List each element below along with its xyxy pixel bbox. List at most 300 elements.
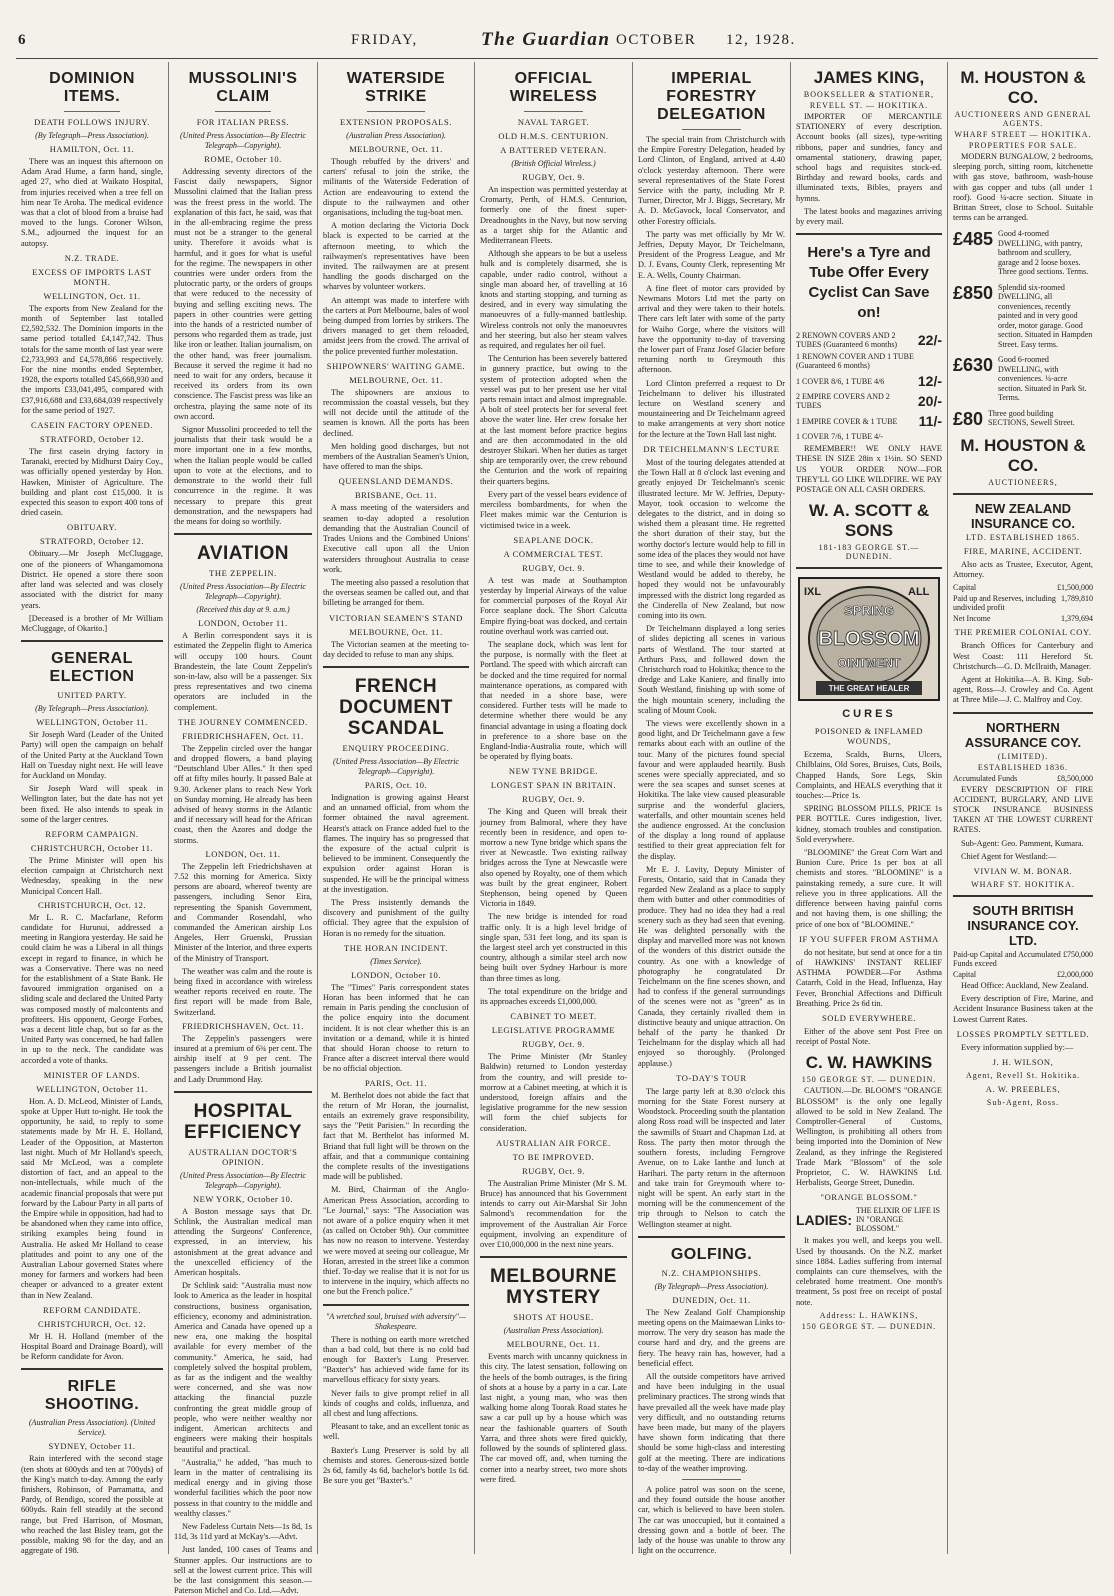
financial-value: £750,000 xyxy=(1063,949,1093,959)
financial-label: Paid-up Capital and Accumulated Funds exceed xyxy=(953,949,1061,968)
divider xyxy=(953,895,1093,897)
dateline: PARIS, Oct. 11. xyxy=(365,1077,427,1088)
ad-body: Eczema, Scalds, Burns, Ulcers, Chilblains, Old Sores, Bruises, Cuts, Boils, Chapped Hands, Sore Legs, Skin Complaints, and HEALS everything that it touches:—Price 1s. xyxy=(796,750,942,801)
ad-body: Also acts as Trustee, Executor, Agent, Attorney. xyxy=(953,559,1093,580)
dateline: FRIEDRICHSHAFEN, Oct. 11. xyxy=(182,730,304,741)
story-title: NAVAL TARGET. xyxy=(517,117,590,127)
story-body: The Victorian seamen at the meeting to-day decided to refuse to man any ships. xyxy=(323,639,469,659)
dateline: MELBOURNE, Oct. 11. xyxy=(349,626,443,637)
financial-row xyxy=(953,774,1093,783)
dateline: MELBOURNE, Oct. 11. xyxy=(506,1339,601,1350)
dateline: SYDNEY, October 11. xyxy=(48,1441,136,1452)
property-description: Good 6-roomed DWELLING, with conveniences. ¼-acre section. Situated in Park St. Terms. xyxy=(998,355,1087,403)
story-body: There was an inquest this afternoon on Adam Arad Hume, a farm hand, single, aged 27, who died at Waikato Hospital, from injuries received when a tree fell on him near Te Aroha. The medical evidence was that a clot of blood from a bruise had moved to the lungs. Coroner Wilson, S.M., adjourned the inquest for an autopsy. xyxy=(21,157,163,248)
story-body: The Australian Prime Minister (Mr S. M. Bruce) has announced that his Government intends to carry out Air-Marshal Sir John Salmond's recommendation for the improvement of the Australian Air Force equipment, involving an expenditure of over £10,000,000 in the next nine years. xyxy=(480,1178,627,1250)
ad-body: Never fails to give prompt relief in all kinds of coughs and colds, influenza, and all chest and lung affections. xyxy=(323,1388,469,1419)
story-body: The new bridge is intended for road traffic only. It is a high level bridge of single span, 531 feet long, and its span is the largest steel arch yet constructed in this country, although a similar steel arch now being built over Sydney Harbour is more than three times as long. xyxy=(480,912,627,983)
ad-heading: LOSSES PROMPTLY SETTLED. xyxy=(956,1028,1090,1039)
story-body: The Prime Minister will open his election campaign at Christchurch next Wednesday, speaking in the new Municipal Concert Hall. xyxy=(21,855,163,896)
story-title: REFORM CAMPAIGN. xyxy=(45,828,139,839)
story-body: Though rebuffed by the drivers' and carters' refusal to join the strike, the militants of the Waterside Federation of Action are endeavouring to extend the dispute to the railwaymen and other organisations, including the tug-boat men. xyxy=(323,157,469,218)
story-body: The Zeppelin's passengers were insured at a premium of 6¾ per cent. The airship itself at 9 per cent. The passengers include a British journalist and Lady Drummond Hay. xyxy=(174,1033,312,1084)
story-body: Sir Joseph Ward will speak in Wellington later, but the date has not yet been fixed. He also intends to speak in some of the larger centres. xyxy=(21,784,163,824)
received-note: (Received this day at 9. a.m.) xyxy=(196,605,290,615)
price-row xyxy=(796,392,942,410)
story-title: N.Z. CHAMPIONSHIPS. xyxy=(661,1267,762,1278)
ad-heading: PROPERTIES FOR SALE. xyxy=(968,141,1078,150)
property-price: £850 xyxy=(953,282,994,303)
price-row xyxy=(796,413,942,429)
price-row xyxy=(796,352,942,370)
ad-body: Branch Offices for Canterbury and West Coast: 111 Hereford St. Christchurch—G. D. McIlraith, Manager. xyxy=(953,641,1093,671)
ad-body: Chief Agent for Westland:— xyxy=(961,851,1057,861)
story-body: A fine fleet of motor cars provided by Newmans Motors Ltd met the party on arrival and they were taken to their hotels. There cars left later with some of the party for Waiho Gorge, where the visitors will have the opportunity to-day of traversing the lower part of Franz Josef Glacier before returning north to Greymouth this afternoon. xyxy=(638,283,785,375)
price-row xyxy=(796,432,942,441)
property-price: £485 xyxy=(953,229,994,250)
dateline: RUGBY, Oct. 9. xyxy=(522,562,585,573)
divider xyxy=(682,1479,741,1480)
story-body: Although she appears to be but a useless hulk and is completely disarmed, she is capable, under radio control, without a single man aboard her, of travelling at 16 knots and starting stopping, and turning as desired, and in every way simulating the manoeuvres of a fully-manned battleship. Wireless controls not only the manoeuvres and her steering, but also her steam valves as required, and regulates her oil fuel. xyxy=(480,249,627,351)
story-body: A mass meeting of the watersiders and seamen to-day adopted a resolution demanding that the Australian Council of Trades Unions and the Combined Unions' Executive call upon all the Union watersiders throughout Australia to cease work. xyxy=(323,503,469,574)
story-body: The New Zealand Golf Championship meeting opens on the Maimaewan Links to-morrow. The very dry season has made the course hard and dry, and the greens are fiery. The heavy rain has, however, had a beneficial effect. xyxy=(638,1307,785,1368)
story-body: The first casein drying factory in Taranaki, erected by Midhurst Dairy Coy., was officially opened yesterday by Hon. Hawken, Minister of Agriculture. The building and plant cost £15,000. It is expected this season to export 400 tons of dried casein. xyxy=(21,447,163,518)
financial-value: £8,500,000 xyxy=(1057,773,1093,783)
financial-row xyxy=(953,614,1093,623)
column-6-ads xyxy=(790,62,947,1554)
ad-heading: FIRE, MARINE, ACCIDENT. xyxy=(963,545,1083,556)
section-heading: IMPERIAL FORESTRY DELEGATION xyxy=(657,70,766,123)
story-credit: (United Press Association—By Electric Telegraph—Copyright). xyxy=(180,131,306,150)
agent-name: VIVIAN W. M. BONAR. xyxy=(973,865,1073,876)
property-description: Good 4-roomed DWELLING, with pantry, bathroom and scullery, garage and 2 loose boxes. Three good sections. Terms. xyxy=(998,229,1089,277)
dateline: MELBOURNE, Oct. 11. xyxy=(349,144,443,154)
story-title: SHIPOWNERS' WAITING GAME. xyxy=(326,360,466,371)
story-subtitle: LONGEST SPAN IN BRITAIN. xyxy=(490,780,617,791)
advertiser-subtitle: LTD. ESTABLISHED 1865. xyxy=(966,532,1080,542)
agent-address: WHARF ST. HOKITIKA. xyxy=(971,879,1075,889)
story-body: The party was met officially by Mr W. Jeffries, Deputy Mayor, Dr Teichelmann, President of the Progress League, and Mr D. J. Evans, County Clerk, representing Mr E. A. Wells, County Chairman. xyxy=(638,229,785,280)
tin-text-mid: BLOSSOM xyxy=(818,628,920,651)
section-heading: WATERSIDE STRIKE xyxy=(346,70,446,105)
story-title: DEATH FOLLOWS INJURY. xyxy=(34,117,150,127)
ad-heading: IF YOU SUFFER FROM ASTHMA xyxy=(799,933,939,944)
advertiser-established: ESTABLISHED 1836. xyxy=(977,762,1069,772)
dateline: LONDON, October 11. xyxy=(198,618,288,629)
ad-body: Head Office: Auckland, New Zealand. xyxy=(961,980,1089,990)
story-title: FOR ITALIAN PRESS. xyxy=(196,117,290,127)
column-5 xyxy=(632,62,790,1554)
masthead-date: 12, 1928. xyxy=(726,32,796,48)
newspaper-title: The Guardian xyxy=(481,29,611,50)
story-title: EXCESS OF IMPORTS LAST MONTH. xyxy=(32,266,152,287)
story-credit: (Australian Press Association). (United Service). xyxy=(28,1418,156,1438)
story-body: The Zeppelin circled over the hangar and dropped flowers, a band playing "Deutschland Uber Alles." It then sped off at fifty miles hourly. It passed Bale at 9.30. Ackener plans to reach New York on Sunday morning. He already has been advised of heavy storms in the Atlantic and if necessary will head for the African coast, then the Azores and dodge the storms. xyxy=(174,743,312,845)
masthead xyxy=(16,28,1098,59)
price-item: 1 EMPIRE COVER & 1 TUBE xyxy=(796,416,898,426)
financial-row xyxy=(953,950,1093,968)
price-item: 2 EMPIRE COVERS AND 2 TUBES xyxy=(796,392,890,411)
advertiser-name: M. HOUSTON & CO. xyxy=(960,435,1086,475)
price-item: 1 COVER 7/6, 1 TUBE 4/- xyxy=(796,432,883,442)
story-body: The shipowners are anxious to recommission the coastal vessels, but they will not decide until the attitude of the seamen is known. All the ports has been declined. xyxy=(323,387,469,438)
classified-ad: Just landed, 100 cases of Teams and Stunner apples. Our instructions are to sell at the lowest current price. This will be the last consignment this season.—Paterson Michel and Co. Ltd.—Advt. xyxy=(174,1545,312,1596)
story-title: CASEIN FACTORY OPENED. xyxy=(31,420,153,431)
story-body: Dr Schlink said: "Australia must now look to America as the leader in hospital constructions, business organisation, efficiency, economy and administration. America and Canada have opened up a new era, one making the hospital available for every member of the community." America, he said, had completely solved the hospital problem, as far as the indigent and the wealthy were concerned, and she was now attacking the financial puzzle confronting the great middle group of people, who were neither wealthy nor indigent. American architects and engineers were making their hospitals beautiful and practical. xyxy=(174,1281,312,1454)
dateline: RUGBY, Oct. 9. xyxy=(522,1039,585,1050)
masthead-day: FRIDAY, xyxy=(351,32,418,48)
price-item: 1 COVER 8/6, 1 TUBE 4/6 xyxy=(796,376,885,386)
section-heading: MELBOURNE MYSTERY xyxy=(490,1266,617,1309)
advertiser-trade: BOOKSELLER & STATIONER, xyxy=(803,90,935,99)
price-value: 20/- xyxy=(917,393,942,410)
divider xyxy=(21,640,163,642)
story-title: AUSTRALIAN DOCTOR'S OPINION. xyxy=(188,1146,298,1167)
story-credit: (By Telegraph—Press Association). xyxy=(654,1281,769,1291)
story-subtitle: A COMMERCIAL TEST. xyxy=(503,548,604,559)
section-heading: FRENCH DOCUMENT SCANDAL xyxy=(339,675,453,739)
story-title: SHOTS AT HOUSE. xyxy=(513,1312,594,1323)
tin-banner-text: THE GREAT HEALER xyxy=(828,684,910,694)
ad-body: There is nothing on earth more wretched than a bad cold, but there is no cold bad enough for Baxter's Lung Preserver. "Baxter's" has achieved wide fame for its marvellous efficacy for sixty years. xyxy=(323,1334,469,1385)
story-body: The Prime Minister (Mr Stanley Baldwin) returned to London yesterday from the country, and will preside to-morrow at a Cabinet meeting, at which it is understood, foreign affairs and the legislative programme for the new session will form the chief subjects for consideration. xyxy=(480,1052,627,1133)
section-heading: OFFICIAL WIRELESS xyxy=(509,70,598,105)
divider xyxy=(796,233,942,235)
dateline: CHRISTCHURCH, Oct. 12. xyxy=(37,1318,147,1329)
property-listing xyxy=(953,355,1093,403)
story-body: Men holding good discharges, but not members of the Australian Seamen's Union, have offered to man the ships. xyxy=(323,441,469,472)
ad-body: REMEMBER!! WE ONLY HAVE THESE IN SIZE 28in x 1½in. SO SEND US YOUR ORDER NOW—FOR THEY'LL GO LIKE WILDFIRE. WE PAY POSTAGE ON ALL CASH ORDERS. xyxy=(796,444,942,495)
divider xyxy=(323,1304,469,1306)
section-heading: AVIATION xyxy=(197,543,289,565)
property-price: £80 xyxy=(953,408,984,429)
story-body: Lord Clinton preferred a request to Dr Teichelmann to deliver his illustrated lecture on Westland scenery and mountaineering and Dr Teichelmann agreed to make arrangements at very short notice for the lecture at the Town Hall last night. xyxy=(638,378,785,439)
page-number: 6 xyxy=(18,32,27,48)
agent-name: J. H. WILSON, xyxy=(992,1056,1054,1067)
property-listing xyxy=(953,409,1093,430)
divider xyxy=(21,1368,163,1370)
ad-slogan: Here's a Tyre and Tube Offer Every Cyclist Can Save on! xyxy=(807,244,931,322)
story-subtitle: A BATTERED VETERAN. xyxy=(500,145,607,155)
divider xyxy=(682,129,741,130)
story-title: CABINET TO MEET. xyxy=(510,1011,597,1022)
story-credit: (By Telegraph—Press Association). xyxy=(35,131,149,140)
story-subtitle: OLD H.M.S. CENTURION. xyxy=(498,131,609,141)
tin-text-top: SPRING xyxy=(844,603,894,619)
story-body: The Centurion has been severely battered in gunnery practice, but owing to the system of protection adopted when the vessel was put to her present use her vital parts remain intact and almost impregnable. A bolt of steel protects her for several feet above the water line. Her crew forsake her at the last moment before practice begins and are then accommodated in the old destroyer Shikari. When her duties as target ship are temporarily over, the crew rebound the Centurion and the work of repairing their quarters begins. xyxy=(480,354,627,486)
ladies-tagline: THE ELIXIR OF LIFE IS IN "ORANGE BLOSSOM." xyxy=(856,1206,940,1234)
story-body: The total expenditure on the bridge and its approaches exceeds £1,000,000. xyxy=(480,986,627,1007)
dateline: LONDON, Oct. 11. xyxy=(205,848,281,859)
advertiser-name: W. A. SCOTT & SONS xyxy=(808,501,930,541)
ladies-label: LADIES: xyxy=(796,1211,852,1228)
story-body: Indignation is growing against Hearst and an unnamed official, from whom the former obtained the naval agreement. Hearst's attack on France added fuel to the flames. The inquiry has so progressed that the exposure of the actual culprit is believed to be imminent. Consequently the expulsion order against Horan is suspended. He will be the principal witness at the investigation. xyxy=(323,792,469,894)
story-title: UNITED PARTY. xyxy=(57,690,127,701)
advertiser-address: 150 GEORGE ST. — DUNEDIN. xyxy=(801,1075,937,1085)
ad-body: SPRING BLOSSOM PILLS, PRICE 1s PER BOTTLE. Cures indigestion, liver, kidney, stomach troubles and constipation. Sold everywhere. xyxy=(796,804,942,844)
story-body: Events march with uncanny quickness in this city. The latest sensation, following on the heels of the bomb outrages, is the firing of shots at a house by a party in a car. Late last night, a young man, who was then walking home along Toorak Road states he saw a car pull up by a house which was near the fashionable quarters of South Yarra, and three shots were fired quickly, followed by the sounds of splintered glass. The car moved off, and, when turning the corner into a nearby street, two more shots were fired. xyxy=(480,1352,627,1484)
ad-heading: THE PREMIER COLONIAL COY. xyxy=(954,627,1092,638)
ad-body: MODERN BUNGALOW, 2 bedrooms, sleeping porch, sitting room, kitchenette with gas stove, bathroom, wash-house with gas copper and tubs (all under 1 roof). Good ¼-acre section. Situate in Brittan Street, close to School. Suitable terms can be arranged. xyxy=(953,152,1093,223)
agent-name: A. W. PREEBLES, xyxy=(985,1083,1061,1094)
advertiser-address: 181-183 GEORGE ST.—DUNEDIN. xyxy=(818,543,920,562)
story-title: THE ZEPPELIN. xyxy=(209,568,277,579)
story-title: THE HORAN INCIDENT. xyxy=(343,942,449,953)
story-body: The Zeppelin left Friedrichshaven at 7.52 this morning for America. Sixty persons are aboard, whereof twenty are passengers, including Senor Eira, representing the Spanish Government, and Commander Rosendahl, who commanded the American airship Los Angeles, Herr Gruenski, Prussian Minister of the Interior, and three experts of the Ministry of Transport. xyxy=(174,861,312,963)
story-body: Most of the touring delegates attended at the Town Hall at 8 o'clock last evening and greatly enjoyed Dr Teichelmann's scenic illustrated lecture. Mr W. Jeffries, Deputy-Mayor, took occasion to welcome the delegates to the district, and in doing so wished them a pleasant time. He regretted the short duration of their stay, but the worthy doctor's lecture would help to fill in some idea of the places they would not have time to see, and while their knowledge of Westland would be added to thereby, he hoped they would not be unfavourably impressed with the district long regarded as the Cinderella of New Zealand, but now coming into its own. xyxy=(638,457,785,620)
ad-body: "BLOOMINE" the Great Corn Wart and Bunion Cure. Price 1s per box at all chemists and stores. "BLOOMINE" is a painstaking remedy, a sure cure. It will relieve you in three applications. All the difference between having painful corns and not having them, is one shilling; the price of one box of "BLOOMINE." xyxy=(796,848,942,929)
dateline: NEW YORK, October 10. xyxy=(193,1193,293,1204)
dateline: STRATFORD, October 12. xyxy=(39,536,145,547)
ad-body: Either of the above sent Post Free on receipt of Postal Note. xyxy=(796,1026,942,1047)
dateline: FRIEDRICHSHAVEN, Oct. 11. xyxy=(182,1020,304,1031)
advertiser-name: SOUTH BRITISH INSURANCE COY. LTD. xyxy=(967,902,1079,948)
ad-body: The latest books and magazines arriving by every mail. xyxy=(796,206,942,227)
ladies-row xyxy=(796,1206,942,1233)
dateline: RUGBY, Oct. 9. xyxy=(522,172,585,182)
advertiser-trade: AUCTIONEERS AND GENERAL AGENTS. xyxy=(954,110,1092,128)
ointment-tin-graphic xyxy=(796,575,942,703)
column-3 xyxy=(317,62,474,1554)
dateline: WELLINGTON, October 11. xyxy=(36,1083,148,1094)
divider xyxy=(64,111,121,112)
story-body: An inspection was permitted yesterday at Cromarty, Perth, of H.M.S. Centurion, formerly one of the finest super-Dreadnoughts in the Navy, but now serving as a target ship for the Atlantic and Mediterranean Fleets. xyxy=(480,185,627,246)
story-credit: (United Press Association—By Electric Telegraph—Copyright). xyxy=(333,756,459,776)
story-title: NEW TYNE BRIDGE. xyxy=(508,766,599,777)
financial-value: £1,500,000 xyxy=(1057,583,1093,593)
story-body: The weather was calm and the route is being fixed in accordance with wireless weather reports received en route. The first report will be made from Bale, Switzerland. xyxy=(174,966,312,1017)
story-body: M. Bird, Chairman of the Anglo-American Press Association, according to "Le Journal," says: "The Association was not aware of a police enquiry when it met (as called on October 9th). Our committee has now no reason to intervene. Yesterday we were moved at seeing our colleague, Mr Horan, arrested in the street like a common thief. To-day we realise that it is not for us to intervene in the inquiry, which affects no one but the French police." xyxy=(323,1185,469,1297)
ad-body: Sub-Agent: Geo. Pamment, Kumara. xyxy=(961,838,1084,848)
story-credit: (Times Service). xyxy=(370,956,422,966)
masthead-month: OCTOBER xyxy=(616,32,697,48)
divider xyxy=(174,1091,312,1093)
story-body: The meeting also passed a resolution that the overseas seamen be called out, and that billeting be arranged for them. xyxy=(323,577,469,608)
story-title: ENQUIRY PROCEEDING. xyxy=(342,742,450,753)
story-credit: (Australian Press Association). xyxy=(503,1326,604,1336)
advertiser-name: C. W. HAWKINS xyxy=(805,1053,933,1073)
divider xyxy=(796,567,942,569)
story-title: REFORM CANDIDATE. xyxy=(42,1304,142,1315)
dateline: LONDON, October 10. xyxy=(351,969,441,980)
divider xyxy=(953,712,1093,714)
dateline: RUGBY, Oct. 9. xyxy=(522,1165,585,1176)
ad-body: Pleasant to take, and an excellent tonic as well. xyxy=(323,1422,469,1442)
price-value: 11/- xyxy=(918,413,942,430)
financial-row xyxy=(953,594,1093,612)
story-credit: (British Official Wireless.) xyxy=(511,159,596,168)
agent-role: Agent, Revell St. Hokitika. xyxy=(965,1070,1081,1080)
property-listing xyxy=(953,283,1093,350)
dateline: WELLINGTON, Oct. 11. xyxy=(43,290,141,301)
ad-heading: SOLD EVERYWHERE. xyxy=(821,1012,917,1023)
price-row xyxy=(796,331,942,349)
ointment-illustration xyxy=(796,575,942,720)
story-body: Obituary.—Mr Joseph McCluggage, one of the pioneers of Whangamomona District. He opened a store there soon after land was selected and was closely associated with the district for many years. xyxy=(21,549,163,610)
story-note: [Deceased is a brother of Mr William McCluggage, of Okarito.] xyxy=(21,613,163,633)
advertiser-address: WHARF STREET — HOKITIKA. xyxy=(954,130,1092,139)
column-4 xyxy=(474,62,632,1554)
price-row xyxy=(796,373,942,389)
financial-value: 1,789,810 xyxy=(1061,594,1093,604)
price-item: 2 RENOWN COVERS AND 2 TUBES (Guaranteed 6 months) xyxy=(796,331,898,350)
story-body: The exports from New Zealand for the month of September last totalled £2,592,532. The Dominion imports in the same period totalled £4,147,742. Thus totals for the same month of last year were £2,733,993 and £4,578,866 respectively. For the nine months ended September, 1928, the exports totalled £45,668,930 and the imports £33,041,495, compared with £37,916,688 and £33,684,039 respectively for the same period of 1927. xyxy=(21,303,163,415)
financial-label: Paid up and Reserves, including undivided profit xyxy=(953,594,1056,613)
section-heading: MUSSOLINI'S CLAIM xyxy=(188,70,298,105)
section-heading: GOLFING. xyxy=(670,1245,753,1263)
tin-text-left: IXL xyxy=(804,586,822,599)
dateline: WELLINGTON, October 11. xyxy=(36,717,148,728)
advertiser-name: JAMES KING, xyxy=(813,68,925,87)
property-description: Splendid six-roomed DWELLING, all conveniences, recently painted and in very good order, motor garage. Good section. Situated in Hampden Street. Easy terms. xyxy=(998,282,1093,349)
financial-value: £2,000,000 xyxy=(1057,969,1093,979)
story-title: THE JOURNEY COMMENCED. xyxy=(178,716,308,727)
story-title: AUSTRALIAN AIR FORCE. xyxy=(496,1137,611,1148)
property-description: Three good building SECTIONS, Sewell Street. xyxy=(988,408,1075,428)
property-price: £630 xyxy=(953,355,994,376)
divider xyxy=(174,533,312,535)
divider xyxy=(480,1256,627,1258)
story-body: A police patrol was soon on the scene, and they found outside the house another car, which is believed to have been stolen. The car was unoccupied, but it contained a dressing gown and a bottle of beer. The lady of the house was unable to throw any light on the occurrence. xyxy=(638,1484,785,1556)
story-body: A Boston message says that Dr. Schlink, the Australian medical man attending the Surgeons' Conference, expressed, in an interview, his astonishment at the great advance and the unexcelled efficiency of the American hospitals. xyxy=(174,1206,312,1278)
financial-row xyxy=(953,970,1093,979)
dateline: BRISBANE, Oct. 11. xyxy=(354,490,438,501)
story-body: Every part of the vessel bears evidence of merciless bombardments, for when the Fleet makes mimic war the Centurion is victimised twice in a week. xyxy=(480,489,627,530)
tin-text-right: ALL xyxy=(908,586,930,599)
divider xyxy=(367,111,425,112)
story-body: The Press insistently demands the discovery and punishment of the guilty official. They agree that the expulsion of Horan is no remedy for the situation. xyxy=(323,897,469,938)
story-body: The large party left at 8.30 o'clock this morning for the State Forest nursery at Woodstock. Proceeding south the plantation along Ross road will be inspected and later the sawmills of Stuart and Chapman Ltd. at Ross. The party then motor through the southern forests, including Ferngrove Avenue, on to Lake Ianthe and lunch at Harihari. The party return in the afternoon and take train for Greymouth where to-night will be spent. An early start in the morning will be the commencement of the trip through to Nelson to catch the Wellington steamer at night. xyxy=(638,1086,785,1229)
dateline: CHRISTCHURCH, October 11. xyxy=(30,842,154,853)
advertiser-address: REVELL ST. — HOKITIKA. xyxy=(809,101,929,110)
story-body: "Australia," he added, "has much to learn in the matter of centralising its medical energy and in giving those wonderful facilities which the poor now possess in that country to the middle and wealthy classes." xyxy=(174,1457,312,1518)
ad-heading: "ORANGE BLOSSOM." xyxy=(820,1192,918,1203)
column-1 xyxy=(16,62,168,1554)
financial-value: 1,379,694 xyxy=(1061,614,1093,624)
story-credit: (Australian Press Association). xyxy=(346,131,446,140)
financial-label: Capital xyxy=(953,969,977,979)
story-body: Rain interfered with the second stage (ten shots at 600yds and ten at 700yds) of the King's match to-day. Among the early finishers, Robinson, of Parramatta, and Pardy, of Bendigo, scored the possible at 600yds. Rain fell steadily at the second range, but Fred Harrison, of Mosman, who reached the last Bisley team, got the possible, making 98 for the day, and an aggregate of 198. xyxy=(21,1454,163,1556)
advertiser-name: M. HOUSTON & CO. xyxy=(960,68,1086,107)
story-subtitle: TO BE IMPROVED. xyxy=(512,1151,595,1162)
story-body: A test was made at Southampton yesterday by Imperial Airways of the value for commercial purposes of the Royal Air Force seaplane dock. The Short Calcutta Empire flying-boat was docked, and certain routine overhaul work was carried out. xyxy=(480,575,627,636)
divider xyxy=(524,111,583,112)
ad-body: It makes you well, and keeps you well. Used by thousands. On the N.Z. market since 1884. Ladies suffering from internal complaints can cure themselves, with the celebrated home treatment. One month's treatment, 5s post free on receipt of postal note. xyxy=(796,1236,942,1307)
dateline: CHRISTCHURCH, Oct. 12. xyxy=(37,899,147,910)
agent-role: Sub-Agent, Ross. xyxy=(986,1097,1060,1107)
story-credit: (United Press Association—By Electric Telegraph—Copyright). xyxy=(180,1170,306,1190)
section-heading: GENERAL ELECTION xyxy=(49,650,135,686)
story-credit: (By Telegraph—Press Association). xyxy=(35,704,149,714)
story-body: Mr E. J. Lavity, Deputy Minister of Forests, Ontario, said that in Canada they regarded New Zealand as a place to supply them with butter and other commodities of produce. They had no idea they had a real scenery such as they had seen that evening. He was delighted personally with the display and marvelled more was not known of the wonders of this district outside the country. As one with a knowledge of photography he congratulated Dr Teichelmann on the fine scenes shown, and had to confess if the general surroundings of the scenes were not as "green" as in Canada, they certainly rivalled them in distinctive beauty and unique attraction. On behalf of the party he thanked Dr Teichelmann for the display which all had enjoyed so thoroughly. (Prolonged applause.) xyxy=(638,864,785,1068)
tin-text-bot: OINTMENT xyxy=(837,656,901,671)
classified-ad: New Fadeless Curtain Nets—1s 8d, 1s 11d, 3s 11d yard at McKay's.—Advt. xyxy=(174,1521,312,1542)
story-title: SEAPLANE DOCK. xyxy=(513,534,594,545)
ad-body: Every information supplied by:— xyxy=(961,1042,1074,1052)
divider xyxy=(953,493,1093,495)
ad-body: CAUTION.—Dr. BLOOM'S "ORANGE BLOSSOM" is the only one legally allowed to be sold in New Zealand. The Comptroller-General of Customs, Wellington, is prohibiting all others from being imported into the Dominion of New Zealand, as they infringe the Registered Trade Mark "Blossom" of the sole Proprietor, C. W. HAWKINS Ltd. Herbalists, George Street, Dunedin. xyxy=(796,1086,942,1188)
story-body: The "Times" Paris correspondent states Horan has been informed that he can remain in Paris pending the conclusion of the police enquiry into the document incident. It is not clear whether this is an invitation or a demand, while it is hinted that should Horan choose to return to France after a discreet interval there would be no official objection. xyxy=(323,982,469,1074)
price-item: 1 RENOWN COVER AND 1 TUBE (Guaranteed 6 months) xyxy=(796,352,914,371)
advertiser-address: 150 GEORGE ST. — DUNEDIN. xyxy=(801,1321,937,1331)
story-body: Signor Mussolini proceeded to tell the journalists that their task would be a more important one in a few months, when the Italian people would be called upon to vote at the elections, and to demonstrate to the world their full concurrence in the regime. It was necessary to prepare this great demonstration, and the newspapers had the means for doing so worthily. xyxy=(174,425,312,526)
ointment-caption: CURES xyxy=(842,708,896,721)
story-body: Addressing seventy directors of the Fascist daily newspapers, Signor Mussolini claimed that the Italian press was the freest press in the world. The explanation of this fact, he said, was that in the all-embracing regime the press must not be a stranger to the general unity. Therefore it avoids what is harmful, and it goes for what is useful for the regime. The newspapers in other countries were under orders from the plutocratic party, or the orders of groups that were reduced to the necessity of buying and selling exciting news. The papers in other countries were getting into the hands of a restricted number of persons who regarded them as trade, just like iron or leather. Italian journalism, on the other hand, was freer journalism. Because it served the regime it had no need to wait for any orders, because it received its orders from its own conscience. The Fascist press was like an orchestra, playing the same note of its own accord. xyxy=(174,167,312,421)
financial-label: Capital xyxy=(953,583,977,593)
story-body: All the outside competitors have arrived and have been indulging in the usual preliminary practices. The strong winds that have prevailed all the week have made play very difficult, and no outstanding returns have been made, but many of the players have shown form indicating that there should be some high-class and interesting golf at the meeting. There are indications to-day of the weather improving. xyxy=(638,1371,785,1473)
ad-body: Every description of Fire, Marine, and Accident Insurance Business taken at the Lowest Current Rates. xyxy=(953,994,1093,1024)
story-title: TO-DAY'S TOUR xyxy=(676,1072,747,1083)
divider xyxy=(323,666,469,668)
financial-label: Accumulated Funds xyxy=(953,773,1018,783)
property-listing xyxy=(953,229,1093,277)
financial-row xyxy=(953,583,1093,592)
ad-body: Baxter's Lung Preserver is sold by all chemists and stores. Generous-sized bottle 2s 6d, family 4s 6d, bachelor's bottle 1s 6d. Be sure you get "Baxter's." xyxy=(323,1445,469,1486)
dateline: DUNEDIN, Oct. 11. xyxy=(672,1294,751,1305)
financial-label: Net Income xyxy=(953,614,991,624)
story-title: DR TEICHELMANN'S LECTURE xyxy=(643,443,780,454)
section-heading: HOSPITAL EFFICIENCY xyxy=(184,1100,302,1143)
story-body: The views were excellently shown in a good light, and Dr Teichelmann gave a few remarks about each with an outline of the tour. Many of the pictures found special favour and were applauded heartily. Bush scenes were specially appreciated, and so were the sea scapes and sunset scenes at Hokitika. The lake view caused pleasurable surprise and the wonderful glaciers, waterfalls, and other mountain scenes held the audience engrossed. At the conclusion of the display a long round of applause testified to their great appreciation felt for the display. xyxy=(638,718,785,861)
ad-quote: "A wretched soul, bruised with adversity"—Shakespeare. xyxy=(325,1311,467,1331)
story-body: The King and Queen will break their journey from Balmoral, where they have recently been in residence, and open to-morrow a new Tyne bridge which spans the river at Newcastle. Two existing railway bridges across the Tyne at Newcastle were also opened by Royalty, one of them which was built by the great engineer, Robert Stephenson, being opened by Queen Victoria in 1849. xyxy=(480,807,627,909)
section-heading: RIFLE SHOOTING. xyxy=(44,1378,140,1414)
ad-heading: POISONED & INFLAMED WOUNDS, xyxy=(814,726,924,747)
dateline: HAMILTON, Oct. 11. xyxy=(49,144,135,154)
story-body: A Berlin correspondent says it is estimated the Zeppelin flight to America will occupy 100 hours. Count Brandestein, the late Count Zeppelin's son-in-law, also will be a passenger. Six press representatives and two cinema operators are included in the complement. xyxy=(174,631,312,712)
dateline: MELBOURNE, Oct. 11. xyxy=(349,374,443,385)
story-body: The seaplane dock, which was lent for the purpose, is normally with the fleet at Portland. The speed with which aircraft can be docked and the time required for normal maintenance operations, as compared with that needed in a shore base, were considered. Further tests will be made to determine whether there would be any financial advantage in using a floating dock in preference to a shore base on the England-India-Australia route, which will be operated by flying boats. xyxy=(480,639,627,762)
column-7-ads xyxy=(947,62,1098,1554)
column-2 xyxy=(168,62,317,1596)
advertiser-subtitle: (LIMITED). xyxy=(997,751,1049,761)
story-body: The special train from Christchurch with the Empire Forestry Delegation, headed by Lord Clinton, of England, arrived at 4.40 o'clock yesterday afternoon. There were several representatives of the State Forest Service with the party, including Mr P. Turner, Director, Mr J. Biggs, Secretary, Mr A. D. McGavock, local Conservator, and other Forestry officials. xyxy=(638,135,785,226)
advertiser-name: NEW ZEALAND INSURANCE CO. xyxy=(970,500,1075,531)
story-body: Sir Joseph Ward (Leader of the United Party) will open the campaign on behalf of the United Party at the Auckland Town Hall on Tuesday night next. He will leave for Auckland on Monday. xyxy=(21,730,163,780)
dateline: STRATFORD, October 12. xyxy=(39,434,145,445)
advertiser-name: NORTHERN ASSURANCE COY. xyxy=(964,719,1082,750)
dateline: ROME, October 10. xyxy=(204,154,282,164)
dateline: RUGBY, Oct. 9. xyxy=(522,794,585,805)
section-heading: DOMINION ITEMS. xyxy=(49,70,135,105)
story-title: EXTENSION PROPOSALS. xyxy=(339,117,453,127)
story-credit: (United Press Association—By Electric Telegraph—Copyright). xyxy=(180,582,306,602)
story-title: OBITUARY. xyxy=(67,522,117,533)
ad-body: IMPORTER OF MERCANTILE STATIONERY of every description. Account books (all sizes), type-writing ribbons, paper and sundries, fancy and ornamental stationery, drawing paper, school bags and requisites stock-ed. Birthday and reward books, cards and illuminated texts, Bibles, prayers and hymns. xyxy=(796,112,942,203)
story-body: Mr H. H. Holland (member of the Hospital Board and Drainage Board), will be Reform candidate for Avon. xyxy=(21,1331,163,1362)
story-subtitle: LEGISLATIVE PROGRAMME xyxy=(491,1025,616,1036)
advertiser-address: Address: L. HAWKINS, xyxy=(819,1310,919,1320)
ad-body: do not hesitate, but send at once for a tin of HAWKINS' INSTANT RELIEF ASTHMA POWDER—For Asthma Catarrh, Cold in the Head, Influenza, Hay Fever, Bronchial Affections and Difficult Breathing. Price 2s 6d tin. xyxy=(796,947,942,1008)
story-title: VICTORIAN SEAMEN'S STAND xyxy=(328,612,464,623)
advertiser-trade: AUCTIONEERS, xyxy=(988,477,1058,487)
ad-body: Agent at Hokitika—A. B. King. Sub-agent, Ross—J. Crowley and Co. Agent at Three Mile—J. C. Malfroy and Coy. xyxy=(953,674,1093,705)
price-value: 22/- xyxy=(917,332,942,349)
story-body: Mr L. R. C. Macfarlane, Reform candidate for Hurunui, addressed a meeting in Rangiora yesterday. He said he could claim he was a Liberal in all things except in regard to finance, in which he was a Conservative. There was no need for the establishment of a State Bank. He favoured immigration organised on a sliding scale and declared the United Party was composed mostly of malcontents and profiteers. His opponent, George Forbes, was a decent little chap, but so far as the United Party was concerned, he had fallen in up to the neck. The candidate was accorded a vote of thanks. xyxy=(21,912,163,1065)
story-title: N.Z. TRADE. xyxy=(64,252,120,263)
divider xyxy=(215,111,270,112)
ad-body: EVERY DESCRIPTION OF FIRE ACCIDENT, BURGLARY, AND LIVE STOCK INSURANCE BUSINESS TAKEN AT THE LOWEST CURRENT RATES. xyxy=(953,784,1093,835)
dateline: PARIS, Oct. 10. xyxy=(364,779,428,790)
price-value: 12/- xyxy=(917,373,942,390)
story-title: QUEENSLAND DEMANDS. xyxy=(338,476,454,487)
story-title: MINISTER OF LANDS. xyxy=(43,1069,141,1080)
story-body: M. Berthelot does not abide the fact that the return of Mr Horan, the journalist, entails an extremely grave responsibility, says the "Petit Parisien." In recording the fact that M. Berthelot has informed M. Briand that full light will be thrown on the affair, and that a communique containing the complete results of the investigations made will be published. xyxy=(323,1090,469,1182)
story-body: A motion declaring the Victoria Dock black is expected to be carried at the afternoon meeting, to which the railwaymen's representatives have been invited. The railwaymen are at present handling the goods discharged on the wharves by volunteer workers. xyxy=(323,221,469,292)
story-body: Hon. A. D. McLeod, Minister of Lands, spoke at Upper Hutt to-night. He took the opportunity, he said, to reply to some statements made by Mr H. E. Holland, Leader of the Opposition, at Masterton last night. Much of Mr Holland's speech, said Mr McLeod, was a complete distortion of fact, and an appeal to the non-intellectuals, while much of the academic financial proposals that were put forward by the Labour Party in all parts of the Empire while in opposition, had had to be abandoned when they came into office, striking examples being found in Australia. He asked Mr Holland to cease platitudes and point to any one of the Australian Labour governed States where money for farmers and workers had been cheaper or advanced to a greater extent than in New Zealand. xyxy=(21,1096,163,1300)
story-body: Dr Teichelmann displayed a long series of slides depicting all scenes in various parts of Westland. The tour started at Arthurs Pass, and followed down the Christchurch road to Hokitika; thence to the dredge and Lake Kaniere, and finally into South Westland, finishing up with some of the high mountain scenery, including the scaling of Mount Cook. xyxy=(638,624,785,715)
story-body: An attempt was made to interfere with the carters at Port Melbourne, bales of wool being dumped from lorries by strikers. The drivers managed to get them reloaded, amidst jeers from the crowd. The arrival of the police prevented further molestation. xyxy=(323,295,469,356)
divider xyxy=(638,1236,785,1238)
